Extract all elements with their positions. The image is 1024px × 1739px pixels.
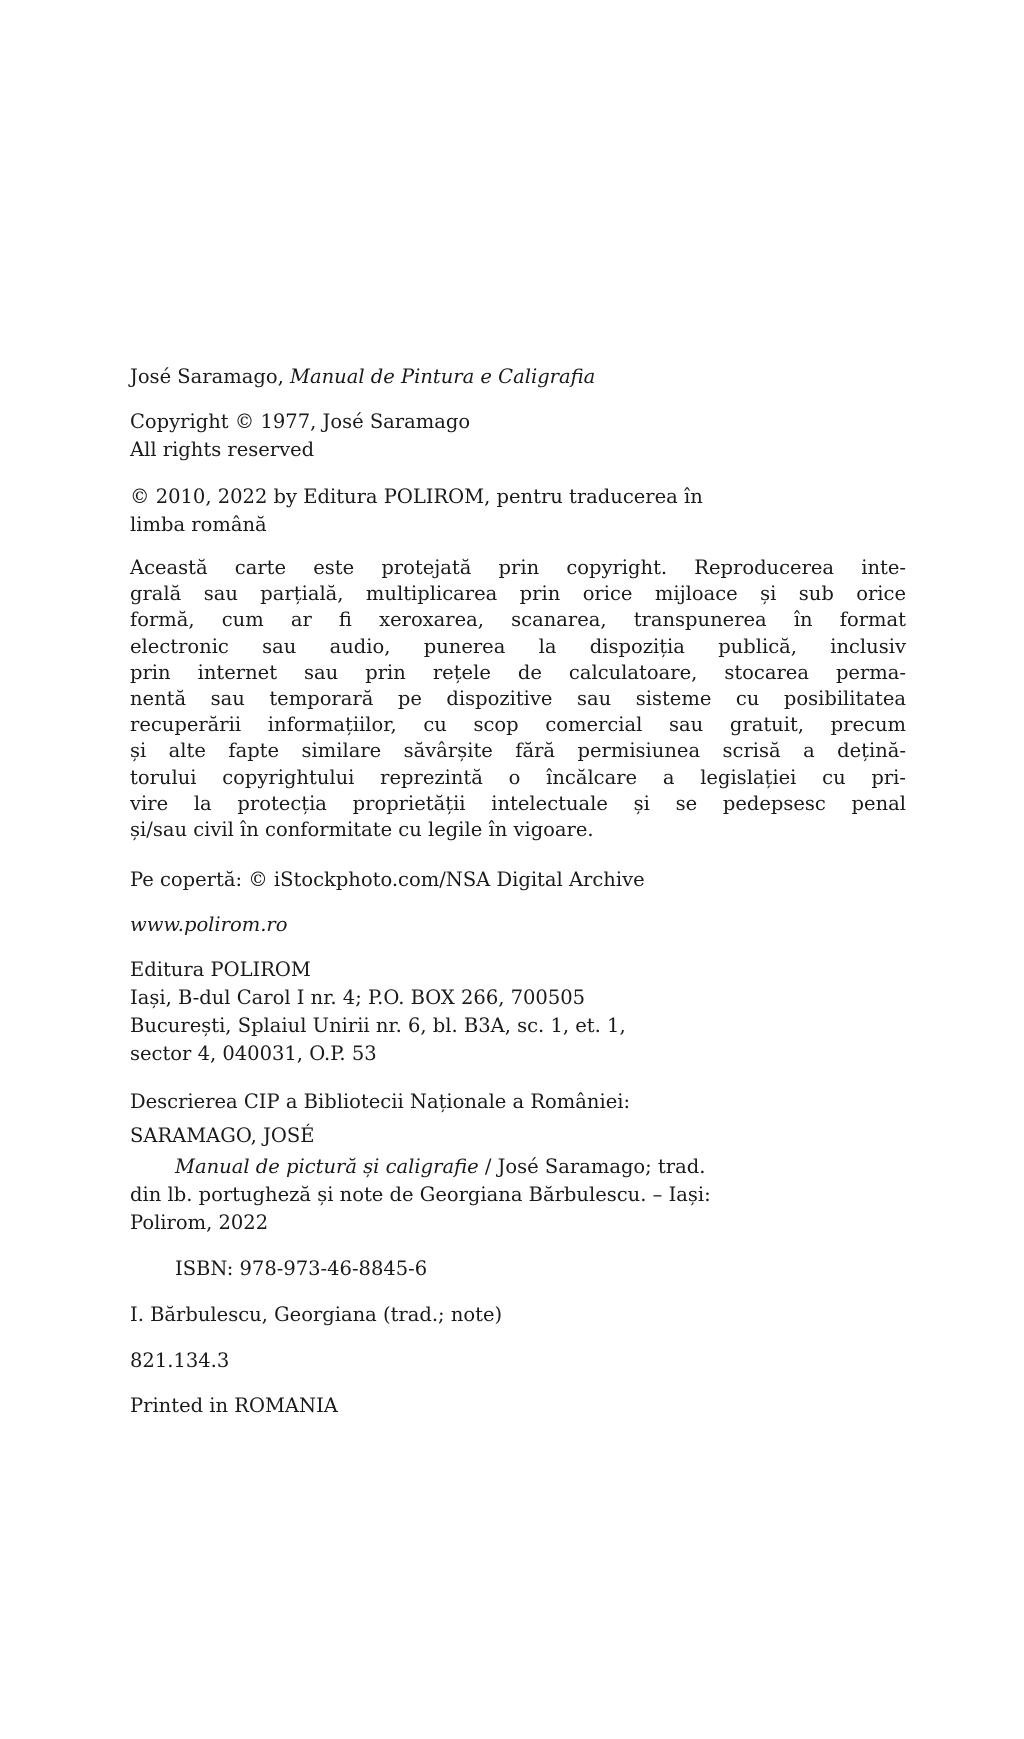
- isbn-text: ISBN: 978-973-46-8845-6: [175, 1257, 428, 1280]
- legal-notice-line: torului copyrightului reprezintă o încălcare a legislației cu pri-: [130, 765, 906, 789]
- cip-heading: [130, 1088, 906, 1116]
- legal-notice-line: și alte fapte similare săvârșite fără permisiunea scrisă a dețină-: [130, 739, 906, 763]
- cip-title-rest: / José Saramago; trad.: [478, 1155, 706, 1178]
- website-link[interactable]: www.polirom.ro: [130, 913, 288, 936]
- cip-line: Polirom, 2022: [130, 1211, 269, 1234]
- publisher-line: București, Splaiul Unirii nr. 6, bl. B3A, sc. 1, et. 1,: [130, 1014, 626, 1037]
- legal-notice-line: vire la protecția proprietății intelectuale și se pedepsesc penal: [130, 791, 906, 815]
- publisher-line: Iași, B-dul Carol I nr. 4; P.O. BOX 266, 700505: [130, 986, 586, 1009]
- publisher-line: Editura POLIROM: [130, 958, 311, 981]
- copyright-block: [130, 408, 906, 464]
- cover-credit-text: Pe copertă: © iStockphoto.com/NSA Digital Archive: [130, 868, 645, 891]
- contributor-text: I. Bărbulescu, Georgiana (trad.; note): [130, 1303, 503, 1326]
- legal-notice-line: nentă sau temporară pe dispozitive sau sisteme cu posibilitatea: [130, 687, 906, 711]
- cip-author: [130, 1122, 906, 1150]
- translation-line: limba română: [130, 513, 267, 536]
- translation-copyright: [130, 483, 906, 539]
- copyright-line: Copyright © 1977, José Saramago: [130, 410, 471, 433]
- original-title: Manual de Pintura e Caligrafia: [289, 365, 596, 388]
- legal-notice-line: recuperării informațiilor, cu scop comercial sau gratuit, precum: [130, 713, 906, 737]
- cip-heading-text: Descrierea CIP a Bibliotecii Naționale a României:: [130, 1090, 631, 1113]
- title-line: [130, 363, 906, 391]
- legal-notice-line: Această carte este protejată prin copyright. Reproducerea inte-: [130, 556, 906, 579]
- printed-in: [130, 1392, 906, 1420]
- cip-author-text: SARAMAGO, JOSÉ: [130, 1124, 315, 1147]
- classification: [130, 1347, 906, 1375]
- translation-line: © 2010, 2022 by Editura POLIROM, pentru traducerea în: [130, 485, 703, 508]
- classification-text: 821.134.3: [130, 1349, 230, 1372]
- cip-title: Manual de pictură și caligrafie: [175, 1155, 479, 1178]
- author: José Saramago,: [130, 365, 290, 388]
- cip-entry: [130, 1153, 906, 1237]
- rights-line: All rights reserved: [130, 438, 315, 461]
- legal-notice-line: electronic sau audio, punerea la dispoziția publică, inclusiv: [130, 634, 906, 658]
- cip-line: din lb. portugheză și note de Georgiana Bărbulescu. – Iași:: [130, 1183, 711, 1206]
- printed-text: Printed in ROMANIA: [130, 1394, 338, 1417]
- website: [130, 911, 906, 939]
- legal-notice: [130, 555, 906, 843]
- legal-notice-line: și/sau civil în conformitate cu legile în vigoare.: [130, 818, 594, 842]
- legal-notice-line: prin internet sau prin rețele de calculatoare, stocarea perma-: [130, 660, 906, 684]
- contributor: [130, 1301, 906, 1329]
- publisher-line: sector 4, 040031, O.P. 53: [130, 1042, 377, 1065]
- legal-notice-line: formă, cum ar fi xeroxarea, scanarea, transpunerea în format: [130, 608, 906, 632]
- isbn: [130, 1255, 906, 1283]
- publisher-address: [130, 956, 906, 1068]
- cover-credit: [130, 866, 906, 894]
- legal-notice-line: grală sau parțială, multiplicarea prin orice mijloace și sub orice: [130, 582, 906, 606]
